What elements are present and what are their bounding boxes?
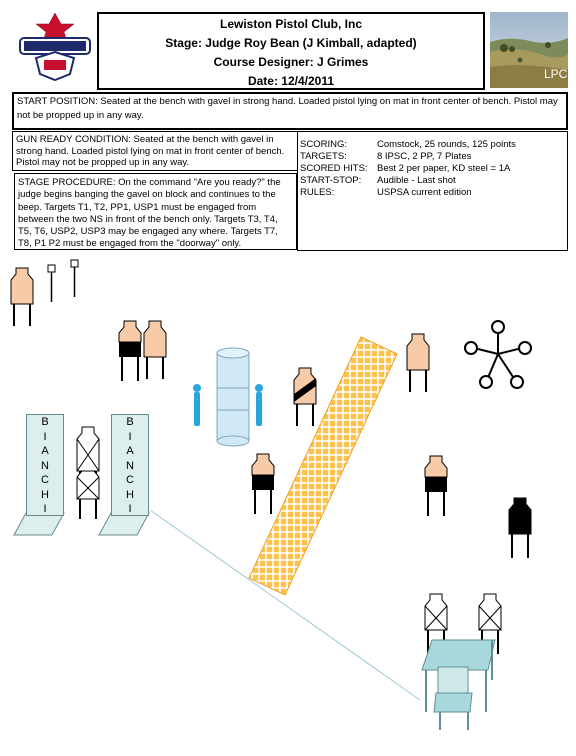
stage-header: [97, 12, 485, 90]
club-name: Lewiston Pistol Club, Inc: [219, 17, 362, 31]
info-row: [300, 151, 565, 163]
info-key: SCORING:: [300, 139, 347, 150]
barricade-letter: C: [41, 474, 49, 486]
barricade-letter: C: [126, 474, 134, 486]
popper-left: [193, 384, 201, 426]
barricade-letter: I: [128, 503, 132, 515]
start-position: START POSITION: Seated at the bench with gavel in strong hand. Loaded pistol lying on mat in front center of bench. Pistol may not be propped up in any way.: [12, 92, 568, 130]
barrel: [217, 348, 249, 446]
target-t5: [252, 454, 274, 514]
target-t3: [294, 368, 316, 426]
no-shoot-target: [119, 321, 141, 381]
barricade-letter: H: [41, 488, 49, 501]
stage-name: Stage: Judge Roy Bean (J Kimball, adapted): [165, 36, 417, 50]
barricade-letter: B: [41, 416, 49, 428]
info-value: USPSA current edition: [377, 187, 472, 198]
info-row: [300, 187, 565, 199]
no-shoot-target: [77, 471, 99, 499]
plate: [48, 265, 55, 302]
info-row: [300, 139, 565, 151]
stage-info: [297, 131, 568, 251]
stage-diagram: [0, 255, 576, 755]
info-row: [300, 163, 565, 175]
barricade-letter: A: [126, 445, 134, 457]
info-row: [300, 175, 565, 187]
info-value: Comstock, 25 rounds, 125 points: [377, 139, 516, 150]
club-logo: [14, 12, 96, 82]
barricade-letter: I: [128, 430, 132, 443]
target-t1: [11, 268, 33, 326]
info-key: SCORED HITS:: [300, 163, 368, 174]
club-photo: [490, 12, 568, 88]
plate: [71, 260, 78, 297]
photo-label: LPC: [544, 67, 568, 81]
chair: [434, 667, 472, 730]
barricade-letter: H: [126, 488, 134, 501]
info-key: RULES:: [300, 187, 335, 198]
popper-right: [255, 384, 263, 426]
gun-ready-condition: GUN READY CONDITION: Seated at the bench with gavel in strong hand. Loaded pistol lying on mat in front center of bench. Pistol may not be propped up in any way.: [12, 131, 298, 171]
barricade-letter: I: [43, 430, 47, 443]
info-key: TARGETS:: [300, 151, 347, 162]
info-value: Best 2 per paper, KD steel = 1A: [377, 163, 511, 174]
barricade-letter: N: [41, 459, 49, 472]
target-t6: [425, 456, 447, 516]
barricade-letter: I: [43, 503, 47, 515]
stage-procedure: STAGE PROCEDURE: On the command "Are you ready?" the judge begins banging the gavel on block and continues to the beep. Targets T1, T2, PP1, USP1 must be engaged from between the two NS in front of the bench only. Targets T3, T4, T5, T6, USP2, USP3 may be engaged any where. Targets T7, T8, P1 P2 must be engaged from the "doorway" only.: [14, 173, 297, 250]
barricade-letter: N: [126, 459, 134, 472]
info-key: START-STOP:: [300, 175, 362, 186]
barricade-letter: A: [41, 445, 49, 457]
stage-date: Date: 12/4/2011: [247, 74, 335, 88]
bianchi-barricade-left: [26, 414, 64, 516]
bianchi-barricade-right: [111, 414, 149, 516]
course-designer: Course Designer: J Grimes: [213, 55, 369, 69]
plate-rack: [465, 321, 531, 388]
barricade-letter: B: [126, 416, 134, 428]
info-value: Audible - Last shot: [377, 175, 456, 186]
info-value: 8 IPSC, 2 PP, 7 Plates: [377, 151, 472, 162]
target-t2: [144, 321, 166, 379]
target-t4: [407, 334, 429, 392]
target-t7: [509, 498, 531, 558]
